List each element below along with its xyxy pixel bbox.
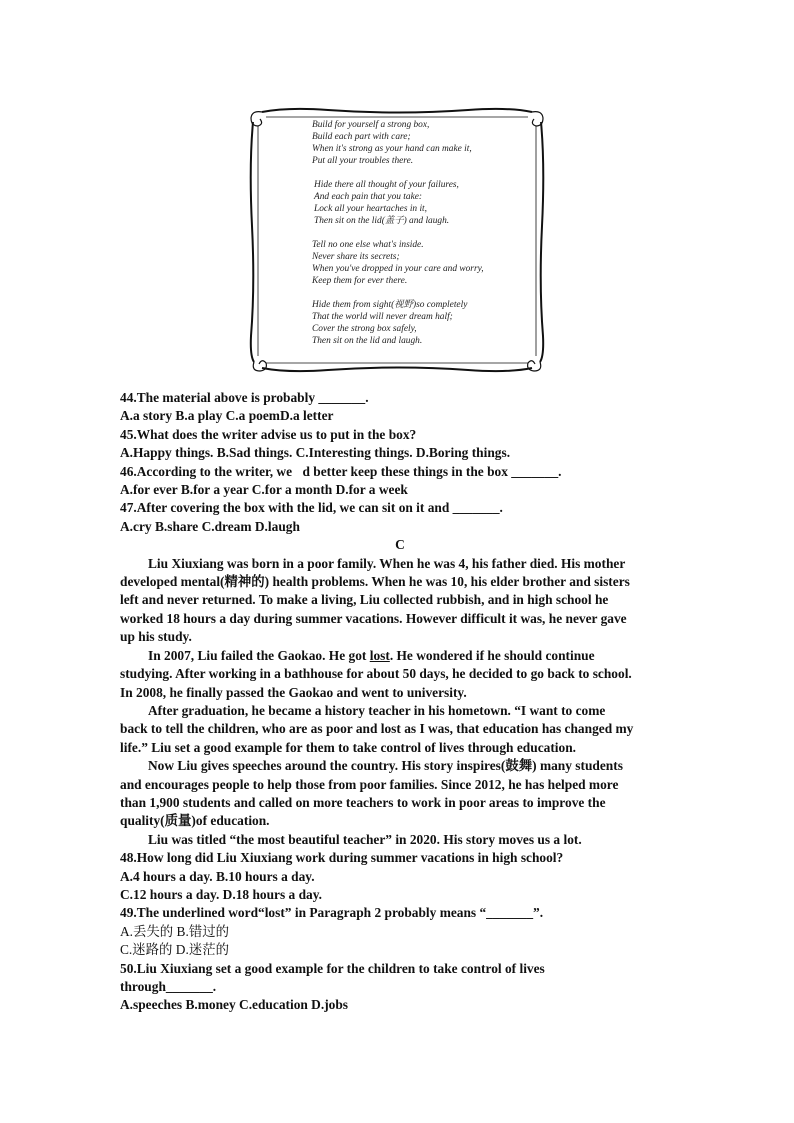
poem-line: And each pain that you take: — [314, 192, 423, 202]
passage-paragraph-5 — [120, 831, 680, 849]
poem-stanza-4 — [312, 299, 532, 347]
poem-line: Never share its secrets; — [312, 252, 400, 262]
paragraph-line: Liu Xiuxiang was born in a poor family. When he was 4, his father died. His mother — [148, 555, 626, 571]
passage-paragraph-4 — [120, 757, 680, 831]
poem-stanza-1 — [312, 119, 532, 167]
paragraph-line: life.” Liu set a good example for them to take control of lives through education. — [120, 739, 577, 755]
question-47: 47.After covering the box with the lid, we can sit on it and _______. — [120, 500, 503, 516]
paragraph-line: After graduation, he became a history teacher in his hometown. “I want to come — [148, 702, 606, 718]
question-48-options-ab: A.4 hours a day. B.10 hours a day. — [120, 868, 315, 884]
question-46: 46.According to the writer, we d better keep these things in the box _______. — [120, 463, 562, 479]
poem-line: Then sit on the lid and laugh. — [312, 336, 423, 346]
underlined-word-lost: lost — [369, 647, 390, 663]
paragraph-line: left and never returned. To make a living, Liu collected rubbish, and in high school he — [120, 592, 609, 608]
question-46-options: A.for ever B.for a year C.for a month D.for a week — [120, 482, 408, 498]
question-50: 50.Liu Xiuxiang set a good example for the children to take control of lives — [120, 960, 545, 976]
paragraph-line: back to tell the children, who are as poor and lost as I was, that education has changed my — [120, 721, 634, 737]
question-45-options: A.Happy things. B.Sad things. C.Interesting things. D.Boring things. — [120, 445, 511, 461]
paragraph-text: . He wondered if he should continue — [389, 647, 595, 663]
paragraph-line — [120, 647, 680, 665]
paragraph-line: In 2008, he finally passed the Gaokao and went to university. — [120, 684, 467, 700]
poem-line: Build each part with care; — [312, 132, 411, 142]
question-45: 45.What does the writer advise us to put in the box? — [120, 426, 417, 442]
paragraph-line: and encourages people to help those from poor families. Since 2012, he has helped more — [120, 776, 619, 792]
passage-paragraph-2 — [120, 647, 680, 702]
paragraph-text: In 2007, Liu failed the Gaokao. He got — [148, 647, 370, 663]
paragraph-line: studying. After working in a bathhouse for about 50 days, he decided to go back to school. — [120, 666, 632, 682]
question-47-options: A.cry B.share C.dream D.laugh — [120, 518, 300, 534]
question-48: 48.How long did Liu Xiuxiang work during summer vacations in high school? — [120, 850, 564, 866]
question-49: 49.The underlined word“lost” in Paragraph 2 probably means “_______”. — [120, 905, 544, 921]
paragraph-line: Now Liu gives speeches around the country. His story inspires(鼓舞) many students — [148, 758, 623, 774]
poem-line: Then sit on the lid(盖子) and laugh. — [314, 216, 450, 226]
poem — [312, 119, 532, 359]
question-50-continued: through_______. — [120, 979, 217, 994]
question-44-options: A.a story B.a play C.a poemD.a letter — [120, 408, 334, 424]
poem-line: Build for yourself a strong box, — [312, 120, 430, 130]
poem-line: That the world will never dream half; — [312, 312, 453, 322]
paragraph-line: Liu was titled “the most beautiful teacher” in 2020. His story moves us a lot. — [148, 831, 582, 847]
poem-line: When it's strong as your hand can make it, — [312, 144, 472, 154]
poem-line: Lock all your heartaches in it, — [314, 204, 428, 214]
poem-line: When you've dropped in your care and worry, — [312, 264, 484, 274]
poem-line: Keep them for ever there. — [312, 276, 408, 286]
paragraph-line: up his study. — [120, 629, 192, 645]
poem-stanza-2 — [314, 179, 532, 227]
paragraph-line: than 1,900 students and called on more teachers to work in poor areas to improve the — [120, 794, 606, 810]
question-48-options-cd: C.12 hours a day. D.18 hours a day. — [120, 886, 323, 902]
paragraph-line: developed mental(精神的) health problems. When he was 10, his elder brother and sisters — [120, 574, 630, 590]
question-50-options: A.speeches B.money C.education D.jobs — [120, 997, 349, 1013]
question-49-options-ab: A.丢失的 B.错过的 — [120, 923, 229, 939]
question-44: 44.The material above is probably _______. — [120, 390, 369, 405]
poem-line: Cover the strong box safely, — [312, 324, 417, 334]
poem-line: Tell no one else what's inside. — [312, 240, 424, 250]
worksheet-content — [120, 389, 680, 1015]
passage-paragraph-1 — [120, 555, 680, 647]
poem-stanza-3 — [312, 239, 532, 287]
question-49-options-cd: C.迷路的 D.迷茫的 — [120, 942, 229, 958]
paragraph-line: quality(质量)of education. — [120, 813, 270, 829]
poem-line: Put all your troubles there. — [312, 156, 414, 166]
poem-line: Hide there all thought of your failures, — [314, 180, 459, 190]
section-heading: C — [395, 537, 405, 553]
poem-line: Hide them from sight(视野)so completely — [312, 300, 468, 310]
passage-paragraph-3 — [120, 702, 680, 757]
paragraph-line: worked 18 hours a day during summer vacations. However difficult it was, he never gave — [120, 610, 627, 626]
